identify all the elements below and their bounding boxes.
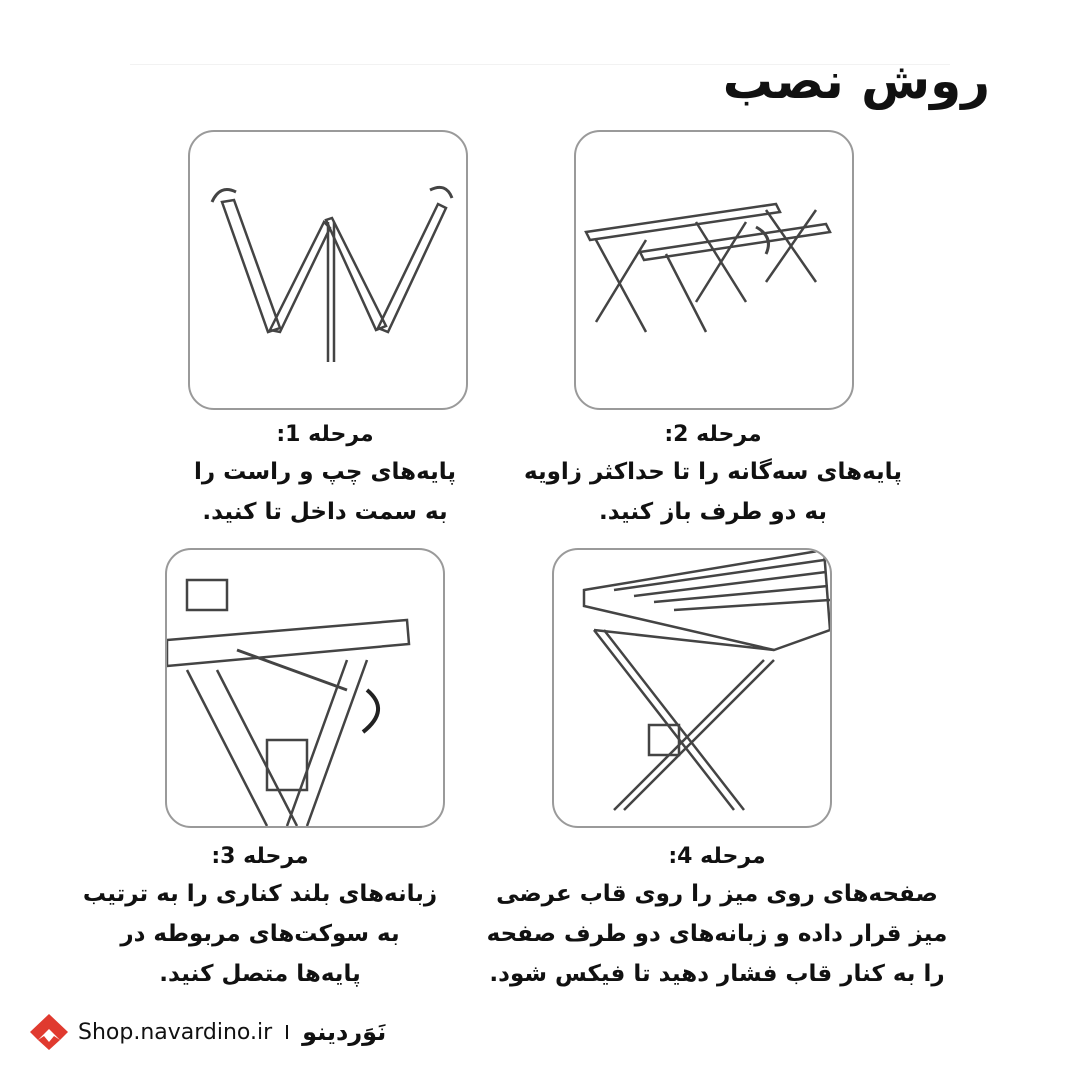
step-1-text bbox=[175, 418, 475, 532]
step-heading: مرحله 1: bbox=[276, 422, 374, 447]
step-heading: مرحله 3: bbox=[211, 844, 309, 869]
step-line: پایه‌های چپ و راست را bbox=[194, 459, 456, 485]
brand-name: نَوَردینو bbox=[302, 1018, 387, 1046]
step-line: میز قرار داده و زبانه‌های دو طرف صفحه bbox=[486, 921, 948, 947]
step-1-illustration bbox=[188, 130, 468, 410]
footer-separator bbox=[286, 1025, 288, 1039]
step-line: پایه‌ها متصل کنید. bbox=[159, 961, 361, 987]
step-line: به دو طرف باز کنید. bbox=[598, 499, 828, 525]
step-heading: مرحله 4: bbox=[668, 844, 766, 869]
step-3-illustration bbox=[165, 548, 445, 828]
step-2-illustration bbox=[574, 130, 854, 410]
step-line: صفحه‌های روی میز را روی قاب عرضی bbox=[496, 881, 938, 907]
step-4-illustration bbox=[552, 548, 832, 828]
step-line: به سوکت‌های مربوطه در bbox=[120, 921, 400, 947]
step-line: زبانه‌های بلند کناری را به ترتیب bbox=[82, 881, 438, 907]
page-title: روش نصب bbox=[722, 52, 990, 110]
step-4-text bbox=[462, 840, 972, 994]
step-line: را به کنار قاب فشار دهید تا فیکس شود. bbox=[489, 961, 945, 987]
shop-url-link[interactable]: Shop.navardino.ir bbox=[78, 1019, 273, 1045]
step-heading: مرحله 2: bbox=[664, 422, 762, 447]
step-3-text bbox=[60, 840, 460, 994]
footer bbox=[28, 1012, 386, 1052]
step-2-text bbox=[513, 418, 913, 532]
step-line: به سمت داخل تا کنید. bbox=[202, 499, 448, 525]
navardino-logo-icon bbox=[28, 1012, 70, 1052]
step-line: پایه‌های سه‌گانه را تا حداکثر زاویه bbox=[524, 459, 902, 485]
